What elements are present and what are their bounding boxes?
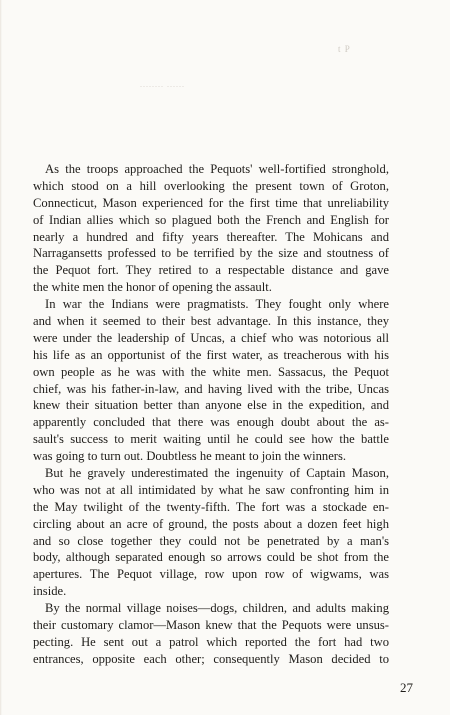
text-line: body, although separated enough so arrows could be shot from the xyxy=(33,550,389,565)
text-line: own people as he was with the white men. Sassacus, the Pequot xyxy=(33,364,389,379)
text-line: chief, was his father-in-law, and having lived with the tribe, Uncas xyxy=(33,381,389,396)
text-line: and so close together they could not be penetrated by a man's xyxy=(33,533,389,548)
text-line: the white men the honor of opening the assault. xyxy=(33,280,272,295)
text-line: But he gravely underestimated the ingenuity of Captain Mason, xyxy=(45,466,389,481)
text-line: and when it seemed to their best advantage. In this instance, they xyxy=(33,314,389,329)
text-line: of Indian allies which so plagued both the French and English for xyxy=(33,212,389,227)
text-line: entrances, opposite each other; consequently Mason decided to xyxy=(33,651,389,666)
text-line: Narragansetts professed to be terrified by the size and stoutness of xyxy=(33,246,389,261)
text-line: were under the leadership of Uncas, a chief who was notorious all xyxy=(33,330,389,345)
text-line: their customary clamor—Mason knew that the Pequots were unsus- xyxy=(33,618,389,633)
text-line: who was not at all intimidated by what he saw confronting him in xyxy=(33,482,389,497)
text-line: the Pequot fort. They retired to a respectable distance and gave xyxy=(33,263,389,278)
page-number: 27 xyxy=(400,680,413,695)
text-line: In war the Indians were pragmatists. They fought only where xyxy=(45,297,389,312)
text-line: the May twilight of the twenty-fifth. The fort was a stockade en- xyxy=(33,499,389,514)
page-edge-shadow xyxy=(0,0,2,715)
faint-header-mark: ........ ...... xyxy=(140,80,185,89)
text-line: inside. xyxy=(33,584,67,599)
text-line: pecting. He sent out a patrol which reported the fort had two xyxy=(33,634,389,649)
text-line: apertures. The Pequot village, row upon row of wigwams, was xyxy=(33,567,389,582)
text-line: apparently concluded that there was enough doubt about the as- xyxy=(33,415,389,430)
text-line: was going to turn out. Doubtless he meant to join the winners. xyxy=(33,449,347,464)
faint-header-mark: t P xyxy=(338,44,351,54)
text-line: which stood on a hill overlooking the present town of Groton, xyxy=(33,178,389,193)
text-line: Connecticut, Mason experienced for the first time that unreliability xyxy=(33,195,389,210)
text-line: nearly a hundred and fifty years thereafter. The Mohicans and xyxy=(33,229,389,244)
text-line: knew their situation better than anyone else in the expedition, and xyxy=(33,398,389,413)
body-text xyxy=(33,161,389,668)
text-line: his life as an opportunist of the first water, as treacherous with his xyxy=(33,347,389,362)
text-line: By the normal village noises—dogs, children, and adults making xyxy=(45,601,389,616)
text-line: sault's success to merit waiting until he could see how the battle xyxy=(33,432,389,447)
text-line: As the troops approached the Pequots' well-fortified stronghold, xyxy=(45,162,389,176)
text-line: circling about an acre of ground, the posts about a dozen feet high xyxy=(33,516,389,531)
